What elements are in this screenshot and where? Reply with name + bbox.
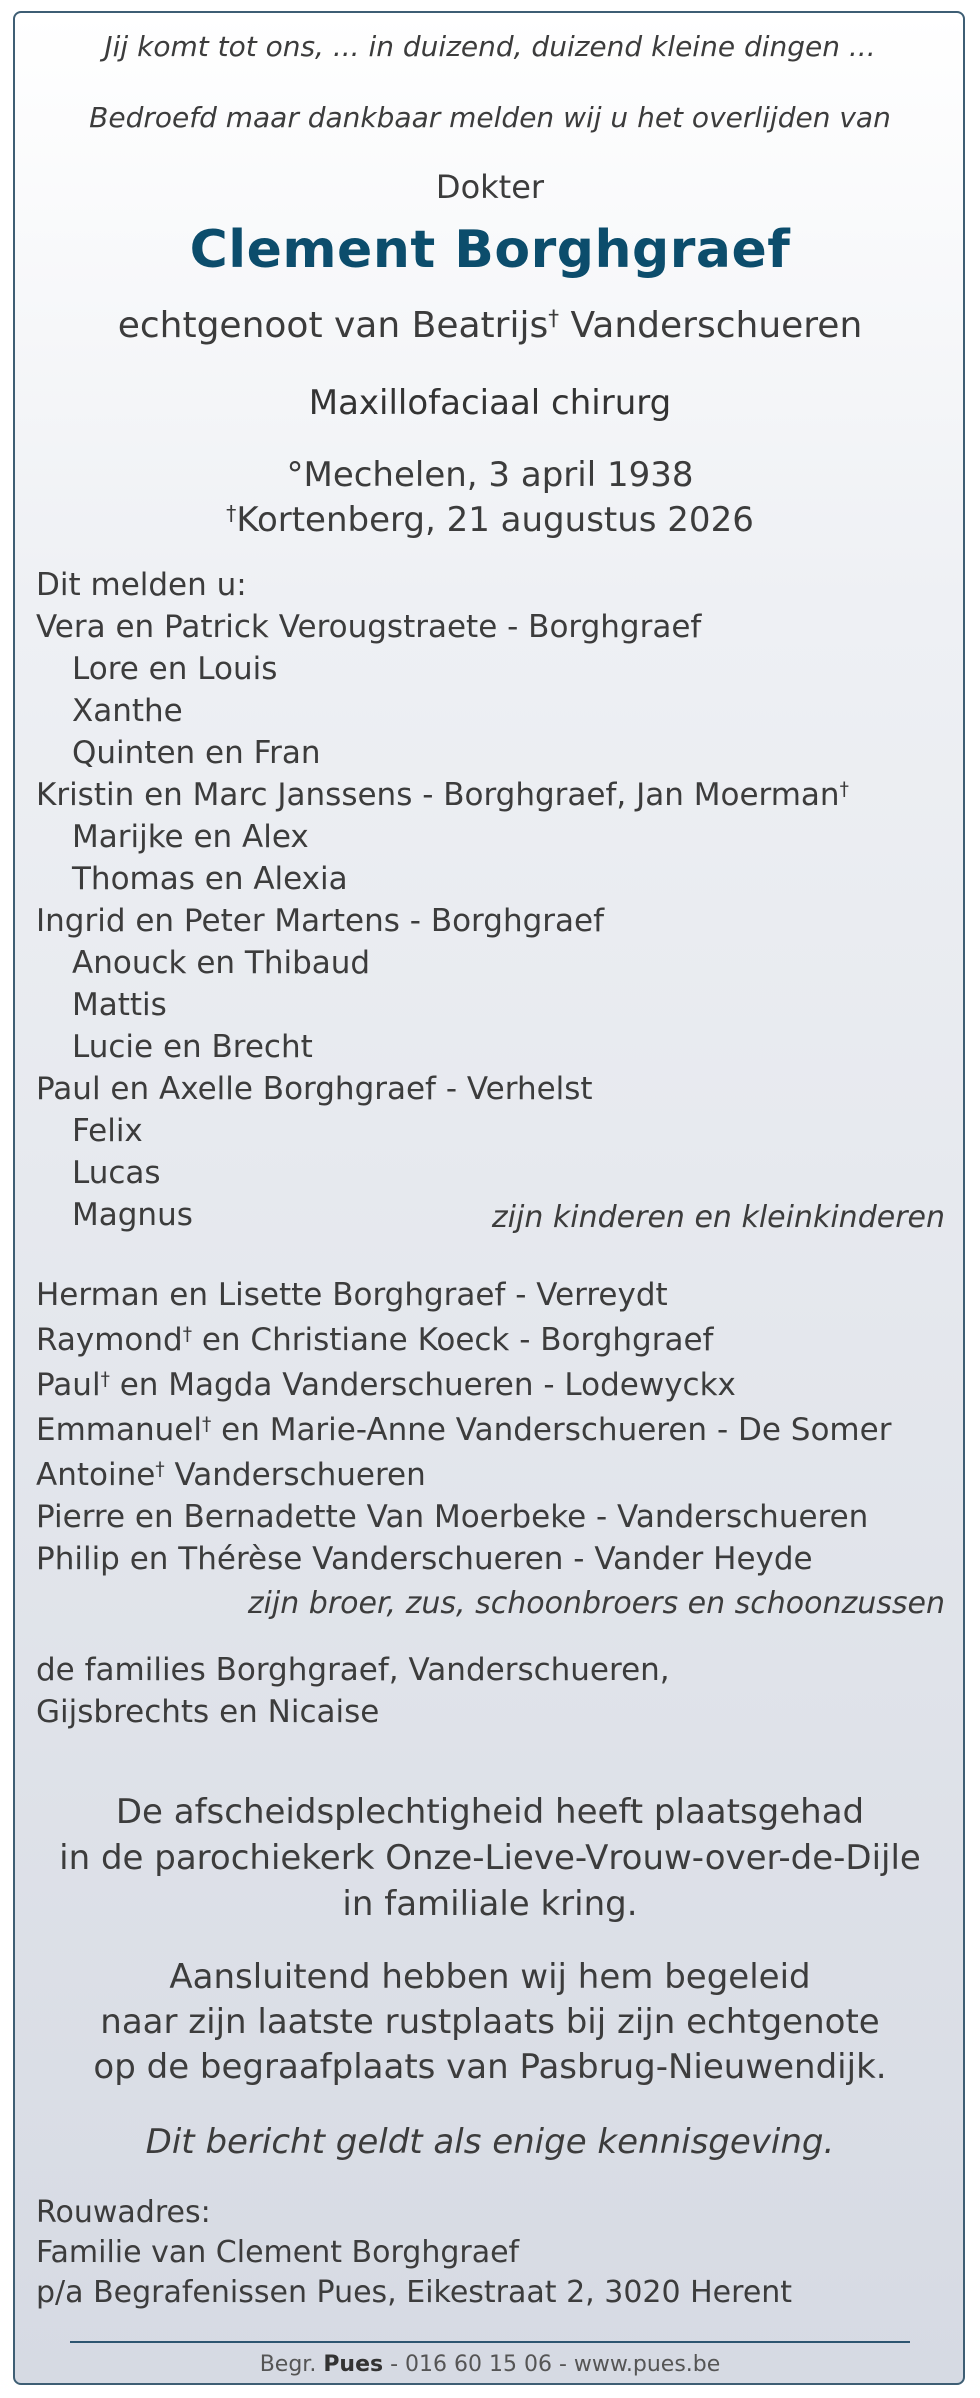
profession: Maxillofaciaal chirurg [308, 383, 672, 423]
list-item: Anouck en Thibaud [72, 945, 371, 981]
list-item: Paul en Axelle Borghgraef - Verhelst [36, 1071, 593, 1107]
honorific: Dokter [435, 168, 545, 206]
deceased-name: Clement Borghgraef [189, 220, 791, 280]
footer-divider [70, 2341, 910, 2343]
list-item: Emmanuel† en Marie-Anne Vanderschueren - De Somer [36, 1412, 892, 1448]
intro-announcement: Bedroefd maar dankbaar melden wij u het overlijden van [89, 101, 891, 134]
burial-line-3: op de begraafplaats van Pasbrug-Nieuwendijk. [93, 2047, 887, 2087]
list-item: Pierre en Bernadette Van Moerbeke - Vanderschueren [36, 1499, 869, 1535]
list-item: Raymond† en Christiane Koeck - Borghgraef [36, 1322, 714, 1358]
children-caption: zijn kinderen en kleinkinderen [491, 1200, 945, 1235]
address-line-2: p/a Begrafenissen Pues, Eikestraat 2, 3020 Herent [36, 2275, 793, 2310]
death-line: †Kortenberg, 21 augustus 2026 [226, 500, 754, 540]
list-item: Felix [72, 1113, 143, 1149]
address-line-1: Familie van Clement Borghgraef [36, 2235, 520, 2270]
list-item: Lucie en Brecht [72, 1029, 313, 1065]
families-line-2: Gijsbrechts en Nicaise [36, 1694, 380, 1730]
families-line-1: de families Borghgraef, Vanderschueren, [36, 1652, 670, 1688]
list-item: Vera en Patrick Verougstraete - Borghgraef [36, 609, 702, 645]
list-item: Mattis [72, 987, 167, 1023]
birth-line: °Mechelen, 3 april 1938 [286, 455, 694, 495]
list-item: Kristin en Marc Janssens - Borghgraef, Jan Moerman† [36, 777, 849, 813]
list-item: Lucas [72, 1155, 161, 1191]
list-item: Antoine† Vanderschueren [36, 1457, 426, 1493]
burial-line-2: naar zijn laatste rustplaats bij zijn echtgenote [100, 2002, 880, 2042]
list-item: Thomas en Alexia [72, 861, 348, 897]
list-item: Philip en Thérèse Vanderschueren - Vander Heyde [36, 1541, 813, 1577]
list-item: Paul† en Magda Vanderschueren - Lodewyckx [36, 1367, 736, 1403]
list-item: Quinten en Fran [72, 735, 321, 771]
list-item: Lore en Louis [72, 651, 278, 687]
ceremony-line-2: in de parochiekerk Onze-Lieve-Vrouw-over-de-Dijle [59, 1838, 921, 1878]
list-item: Herman en Lisette Borghgraef - Verreydt [36, 1277, 668, 1313]
family-header: Dit melden u: [36, 567, 247, 603]
list-item: Magnus [72, 1197, 193, 1233]
intro-quote: Jij komt tot ons, ... in duizend, duizend kleine dingen ... [104, 30, 876, 63]
ceremony-line-1: De afscheidsplechtigheid heeft plaatsgehad [115, 1792, 865, 1832]
siblings-caption: zijn broer, zus, schoonbroers en schoonzussen [247, 1586, 945, 1621]
list-item: Ingrid en Peter Martens - Borghgraef [36, 903, 604, 939]
list-item: Marijke en Alex [72, 819, 309, 855]
burial-line-1: Aansluitend hebben wij hem begeleid [169, 1957, 811, 1997]
notice: Dit bericht geldt als enige kennisgeving. [145, 2122, 835, 2162]
footer-credit: Begr. Pues - 016 60 15 06 - www.pues.be [259, 2352, 721, 2377]
address-label: Rouwadres: [36, 2195, 211, 2230]
list-item: Xanthe [72, 693, 183, 729]
spouse-line: echtgenoot van Beatrijs† Vanderschueren [117, 305, 863, 346]
ceremony-line-3: in familiale kring. [342, 1884, 638, 1924]
